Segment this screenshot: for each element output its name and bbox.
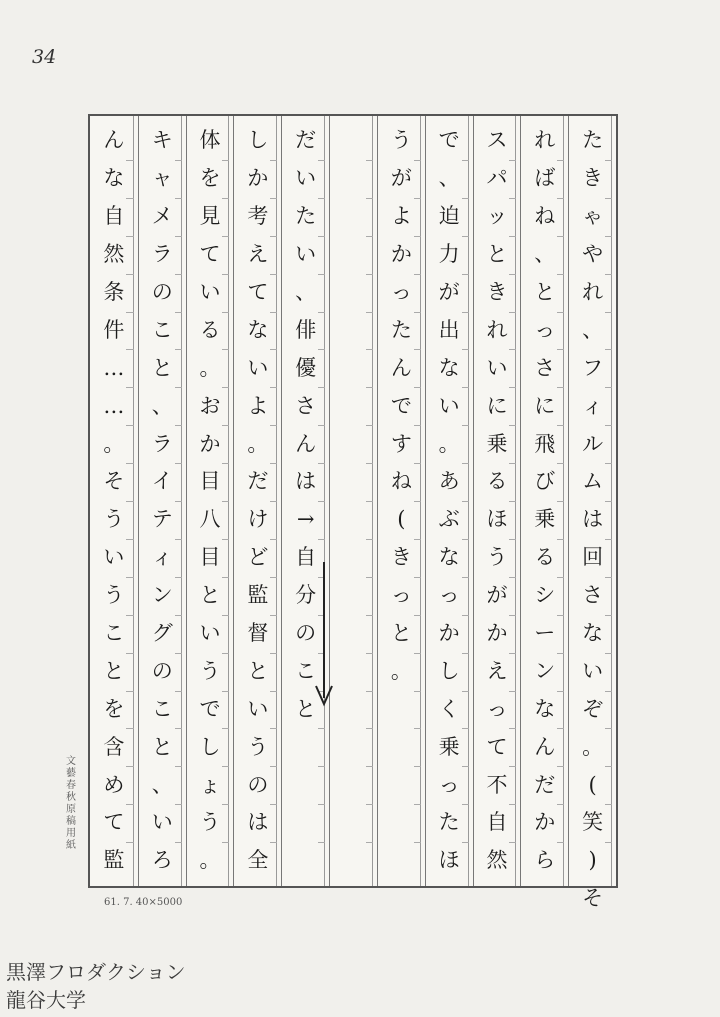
- manuscript-column: [138, 116, 186, 886]
- manuscript-column: [377, 116, 425, 886]
- manuscript-line: 体 を 見 て い る 。 お か 目 八 目 と い う で し ょ う 。: [199, 128, 221, 873]
- manuscript-column: [473, 116, 521, 886]
- manuscript-line: ん な 自 然 条 件 … … 。 そ う い う こ と を 含 め て 監: [103, 128, 125, 873]
- manuscript-line: で 、 迫 力 が 出 な い 。 あ ぶ な っ か し く 乗 っ た ほ: [438, 128, 460, 873]
- manuscript-column: [186, 116, 234, 886]
- manuscript-paper-label: 文藝春秋 原稿用紙: [66, 756, 76, 851]
- manuscript-column: [520, 116, 568, 886]
- manuscript-column: [329, 116, 377, 886]
- manuscript-column: [281, 116, 329, 886]
- watermark-line-1: 黒澤フロダクション: [6, 960, 186, 984]
- manuscript-line: キ ャ メ ラ の こ と 、 ラ イ テ ィ ン グ の こ と 、 い ろ: [151, 128, 173, 873]
- manuscript-line: だ い た い 、 俳 優 さ ん は → 自 分 の こ と: [295, 128, 317, 721]
- manuscript-line: う が よ か っ た ん で す ね ( き っ と 。: [390, 128, 412, 683]
- watermark: [6, 958, 186, 1014]
- watermark-line-2: 龍谷大学: [6, 988, 86, 1012]
- manuscript-line: し か 考 え て な い よ 。 だ け ど 監 督 と い う の は 全: [247, 128, 269, 873]
- arrow-mark: [312, 560, 336, 710]
- manuscript-line: れ ば ね 、 と っ さ に 飛 び 乗 る シ ー ン な ん だ か ら: [534, 128, 556, 873]
- manuscript-line: ス パ ッ と き れ い に 乗 る ほ う が か え っ て 不 自 然: [486, 128, 508, 873]
- manuscript-column: [233, 116, 281, 886]
- manuscript-column: [568, 116, 616, 911]
- page-number: 34: [32, 46, 57, 68]
- manuscript-column: [90, 116, 138, 886]
- manuscript-paper-code: 61. 7. 40×5000: [104, 897, 183, 908]
- manuscript-column: [425, 116, 473, 886]
- manuscript-line: た き ゃ や れ 、 フ ィ ル ム は 回 さ な い ぞ 。 ( 笑 ) そ: [582, 128, 604, 911]
